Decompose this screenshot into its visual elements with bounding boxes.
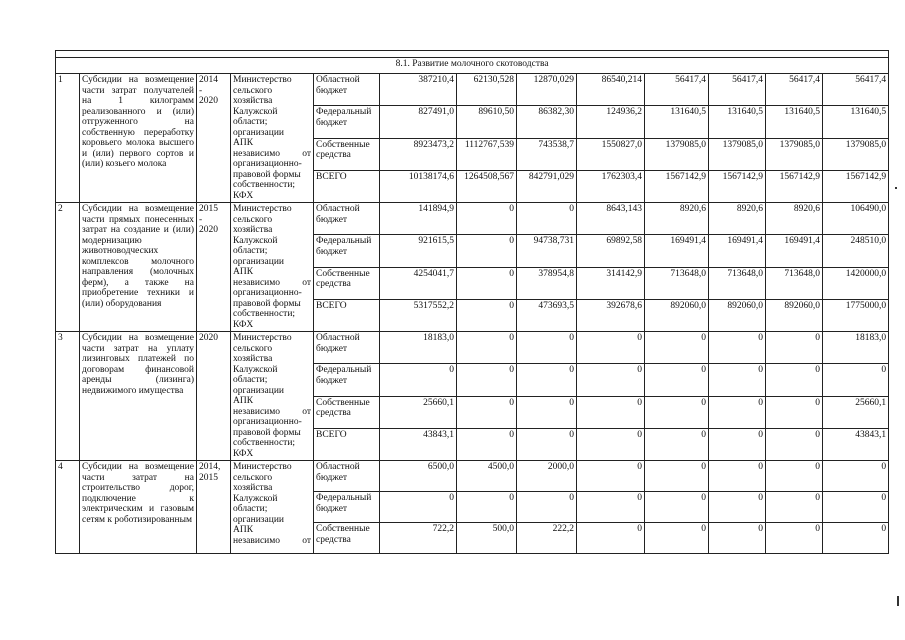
amount-cell: 1567142,9 bbox=[709, 170, 766, 202]
executor-line: хозяйства bbox=[233, 96, 273, 106]
measure-description: Субсидии на возмещение части затрат на уплату лизинговых платежей по договорам финансовой аренды (лизинга) недвижимого имущества bbox=[80, 332, 197, 461]
amount-cell: 0 bbox=[645, 428, 709, 460]
executor-cell bbox=[231, 332, 314, 461]
amount-cell: 89610,50 bbox=[457, 106, 517, 138]
amount-cell: 0 bbox=[577, 523, 645, 554]
amount-cell: 56417,4 bbox=[645, 74, 709, 106]
measure-description: Субсидии на возмещение части прямых понесенных затрат на создание и (или) модернизацию животноводческих комплексов молочного направления (молочных ферм), а также на приобретение техники и (или) оборудования bbox=[80, 203, 197, 332]
amount-cell: 25660,1 bbox=[380, 396, 457, 428]
year-line: 2015 bbox=[199, 472, 218, 483]
year-line: 2020 bbox=[199, 225, 218, 235]
year-line: 2014 bbox=[199, 75, 218, 85]
funding-source-label: Собственные средства bbox=[314, 396, 380, 428]
executor-line: КФХ bbox=[233, 319, 254, 330]
amount-cell: 0 bbox=[645, 461, 709, 492]
amount-cell: 0 bbox=[517, 203, 577, 235]
executor-line: сельского bbox=[233, 343, 273, 354]
executor-line: организации bbox=[233, 514, 285, 525]
amount-cell: 0 bbox=[823, 492, 889, 523]
years-cell bbox=[197, 203, 231, 332]
executor-line: организационно- bbox=[233, 417, 302, 427]
amount-cell: 0 bbox=[577, 364, 645, 396]
amount-cell: 0 bbox=[517, 332, 577, 364]
executor-line: хозяйства bbox=[233, 225, 273, 235]
amount-cell: 56417,4 bbox=[823, 74, 889, 106]
amount-cell: 0 bbox=[766, 332, 823, 364]
executor-line: независимо от bbox=[233, 406, 311, 417]
executor-line: организации bbox=[233, 256, 285, 267]
amount-cell: 0 bbox=[457, 396, 517, 428]
amount-cell: 1379085,0 bbox=[709, 138, 766, 170]
amount-cell: 0 bbox=[457, 267, 517, 299]
amount-cell: 0 bbox=[577, 428, 645, 460]
amount-cell: 43843,1 bbox=[823, 428, 889, 460]
amount-cell: 0 bbox=[766, 364, 823, 396]
amount-cell: 0 bbox=[709, 461, 766, 492]
executor-line: независимо от bbox=[233, 535, 311, 546]
amount-cell: 500,0 bbox=[457, 523, 517, 554]
amount-cell: 8920,6 bbox=[766, 203, 823, 235]
amount-cell: 0 bbox=[766, 428, 823, 460]
amount-cell: 0 bbox=[766, 492, 823, 523]
amount-cell: 8643,143 bbox=[577, 203, 645, 235]
executor-line: Министерство bbox=[233, 333, 292, 343]
amount-cell: 1264508,567 bbox=[457, 170, 517, 202]
funding-source-label: Федеральный бюджет bbox=[314, 364, 380, 396]
amount-cell: 827491,0 bbox=[380, 106, 457, 138]
years-cell bbox=[197, 461, 231, 554]
amount-cell: 387210,4 bbox=[380, 74, 457, 106]
amount-cell: 378954,8 bbox=[517, 267, 577, 299]
executor-cell bbox=[231, 461, 314, 554]
measure-description: Субсидии на возмещение части затрат на строительство дорог, подключение к электрическим и газовым сетям к роботизированным bbox=[80, 461, 197, 554]
executor-line: хозяйства bbox=[233, 483, 273, 493]
amount-cell: 131640,5 bbox=[709, 106, 766, 138]
amount-cell: 8920,6 bbox=[709, 203, 766, 235]
funding-source-label: Федеральный бюджет bbox=[314, 235, 380, 267]
executor-line: области; bbox=[233, 504, 268, 514]
amount-cell: 921615,5 bbox=[380, 235, 457, 267]
amount-cell: 0 bbox=[577, 396, 645, 428]
amount-cell: 713648,0 bbox=[709, 267, 766, 299]
amount-cell: 0 bbox=[457, 235, 517, 267]
amount-cell: 106490,0 bbox=[823, 203, 889, 235]
funding-row bbox=[56, 74, 889, 106]
funding-source-label: Областной бюджет bbox=[314, 203, 380, 235]
funding-source-label: Областной бюджет bbox=[314, 332, 380, 364]
funding-source-label: ВСЕГО bbox=[314, 170, 380, 202]
amount-cell: 0 bbox=[823, 364, 889, 396]
executor-line: КФХ bbox=[233, 448, 254, 459]
amount-cell: 0 bbox=[766, 396, 823, 428]
amount-cell: 1567142,9 bbox=[823, 170, 889, 202]
executor-line: КФХ bbox=[233, 190, 254, 201]
executor-line: правовой формы bbox=[233, 427, 301, 438]
executor-line: области; bbox=[233, 375, 268, 385]
amount-cell: 0 bbox=[645, 332, 709, 364]
amount-cell: 0 bbox=[577, 332, 645, 364]
amount-cell: 842791,029 bbox=[517, 170, 577, 202]
funding-source-label: Федеральный бюджет bbox=[314, 106, 380, 138]
amount-cell: 25660,1 bbox=[823, 396, 889, 428]
executor-line: хозяйства bbox=[233, 354, 273, 364]
year-line: 2020 bbox=[199, 96, 218, 106]
amount-cell: 1379085,0 bbox=[645, 138, 709, 170]
amount-cell: 0 bbox=[457, 299, 517, 331]
row-index: 1 bbox=[56, 74, 80, 203]
amount-cell: 56417,4 bbox=[709, 74, 766, 106]
row-index: 2 bbox=[56, 203, 80, 332]
amount-cell: 6500,0 bbox=[380, 461, 457, 492]
amount-cell: 722,2 bbox=[380, 523, 457, 554]
funding-source-label: Федеральный бюджет bbox=[314, 492, 380, 523]
amount-cell: 0 bbox=[457, 428, 517, 460]
amount-cell: 713648,0 bbox=[766, 267, 823, 299]
amount-cell: 743538,7 bbox=[517, 138, 577, 170]
amount-cell: 892060,0 bbox=[709, 299, 766, 331]
executor-line: независимо от bbox=[233, 148, 311, 159]
amount-cell: 0 bbox=[709, 332, 766, 364]
funding-source-label: ВСЕГО bbox=[314, 299, 380, 331]
amount-cell: 1775000,0 bbox=[823, 299, 889, 331]
amount-cell: 892060,0 bbox=[766, 299, 823, 331]
amount-cell: 5317552,2 bbox=[380, 299, 457, 331]
amount-cell: 131640,5 bbox=[645, 106, 709, 138]
amount-cell: 314142,9 bbox=[577, 267, 645, 299]
executor-line: сельского bbox=[233, 214, 273, 225]
executor-line: области; bbox=[233, 117, 268, 127]
funding-source-label: Областной бюджет bbox=[314, 461, 380, 492]
amount-cell: 69892,58 bbox=[577, 235, 645, 267]
amount-cell: 0 bbox=[380, 492, 457, 523]
amount-cell: 4500,0 bbox=[457, 461, 517, 492]
executor-line: Министерство bbox=[233, 75, 292, 85]
amount-cell: 0 bbox=[517, 492, 577, 523]
amount-cell: 1550827,0 bbox=[577, 138, 645, 170]
amount-cell: 0 bbox=[709, 396, 766, 428]
amount-cell: 892060,0 bbox=[645, 299, 709, 331]
years-cell bbox=[197, 332, 231, 461]
executor-line: организации bbox=[233, 385, 285, 396]
executor-line: области; bbox=[233, 246, 268, 256]
amount-cell: 86382,30 bbox=[517, 106, 577, 138]
executor-line: собственности; bbox=[233, 309, 296, 319]
amount-cell: 62130,528 bbox=[457, 74, 517, 106]
amount-cell: 473693,5 bbox=[517, 299, 577, 331]
amount-cell: 169491,4 bbox=[709, 235, 766, 267]
funding-source-label: Собственные средства bbox=[314, 267, 380, 299]
year-line: 2015 bbox=[199, 204, 218, 214]
funding-row bbox=[56, 203, 889, 235]
executor-line: организационно- bbox=[233, 159, 302, 169]
amount-cell: 0 bbox=[709, 364, 766, 396]
amount-cell: 0 bbox=[577, 461, 645, 492]
funding-source-label: Собственные средства bbox=[314, 523, 380, 554]
amount-cell: 141894,9 bbox=[380, 203, 457, 235]
amount-cell: 0 bbox=[517, 396, 577, 428]
amount-cell: 0 bbox=[645, 396, 709, 428]
scan-mark bbox=[897, 596, 899, 606]
amount-cell: 0 bbox=[766, 461, 823, 492]
amount-cell: 0 bbox=[517, 428, 577, 460]
executor-line: сельского bbox=[233, 472, 273, 483]
amount-cell: 1379085,0 bbox=[823, 138, 889, 170]
executor-line: АПК bbox=[233, 396, 254, 406]
executor-line: АПК bbox=[233, 138, 254, 148]
amount-cell: 8920,6 bbox=[645, 203, 709, 235]
blank-cell bbox=[56, 51, 889, 58]
executor-line: Калужской bbox=[233, 364, 278, 375]
amount-cell: 1420000,0 bbox=[823, 267, 889, 299]
year-line: - bbox=[199, 214, 203, 225]
amount-cell: 0 bbox=[517, 364, 577, 396]
amount-cell: 1112767,539 bbox=[457, 138, 517, 170]
executor-cell bbox=[231, 203, 314, 332]
years-cell bbox=[197, 74, 231, 203]
amount-cell: 8923473,2 bbox=[380, 138, 457, 170]
executor-line: АПК bbox=[233, 267, 254, 277]
amount-cell: 0 bbox=[709, 428, 766, 460]
year-line: 2020 bbox=[199, 333, 218, 343]
row-index: 4 bbox=[56, 461, 80, 554]
executor-line: собственности; bbox=[233, 438, 296, 448]
amount-cell: 0 bbox=[709, 523, 766, 554]
amount-cell: 392678,6 bbox=[577, 299, 645, 331]
amount-cell: 169491,4 bbox=[766, 235, 823, 267]
funding-source-label: ВСЕГО bbox=[314, 428, 380, 460]
amount-cell: 0 bbox=[457, 203, 517, 235]
amount-cell: 10138174,6 bbox=[380, 170, 457, 202]
funding-row bbox=[56, 461, 889, 492]
amount-cell: 0 bbox=[645, 523, 709, 554]
executor-line: сельского bbox=[233, 85, 273, 96]
amount-cell: 4254041,7 bbox=[380, 267, 457, 299]
amount-cell: 1567142,9 bbox=[645, 170, 709, 202]
executor-line: правовой формы bbox=[233, 298, 301, 309]
amount-cell: 2000,0 bbox=[517, 461, 577, 492]
section-row bbox=[56, 58, 889, 74]
executor-line: независимо от bbox=[233, 277, 311, 288]
executor-line: правовой формы bbox=[233, 169, 301, 180]
executor-line: АПК bbox=[233, 525, 254, 535]
section-title: 8.1. Развитие молочного скотоводства bbox=[56, 58, 889, 74]
amount-cell: 0 bbox=[380, 364, 457, 396]
executor-cell bbox=[231, 74, 314, 203]
amount-cell: 0 bbox=[577, 492, 645, 523]
amount-cell: 56417,4 bbox=[766, 74, 823, 106]
measure-description: Субсидии на возмещение части затрат получателей на 1 килограмм реализованного и (или) отгруженного на собственную переработку коровьего молока высшего и (или) первого сортов и (или) козьего молока bbox=[80, 74, 197, 203]
amount-cell: 0 bbox=[457, 492, 517, 523]
amount-cell: 12870,029 bbox=[517, 74, 577, 106]
executor-line: организации bbox=[233, 127, 285, 138]
amount-cell: 1762303,4 bbox=[577, 170, 645, 202]
scan-mark bbox=[895, 187, 897, 189]
executor-line: Калужской bbox=[233, 106, 278, 117]
amount-cell: 0 bbox=[457, 364, 517, 396]
amount-cell: 94738,731 bbox=[517, 235, 577, 267]
executor-line: Министерство bbox=[233, 462, 292, 472]
funding-source-label: Областной бюджет bbox=[314, 74, 380, 106]
amount-cell: 0 bbox=[457, 332, 517, 364]
amount-cell: 86540,214 bbox=[577, 74, 645, 106]
amount-cell: 131640,5 bbox=[823, 106, 889, 138]
amount-cell: 0 bbox=[645, 492, 709, 523]
executor-line: организационно- bbox=[233, 288, 302, 298]
funding-row bbox=[56, 332, 889, 364]
amount-cell: 0 bbox=[823, 523, 889, 554]
executor-line: Министерство bbox=[233, 204, 292, 214]
amount-cell: 1567142,9 bbox=[766, 170, 823, 202]
header-blank-row bbox=[56, 51, 889, 58]
amount-cell: 131640,5 bbox=[766, 106, 823, 138]
amount-cell: 713648,0 bbox=[645, 267, 709, 299]
amount-cell: 1379085,0 bbox=[766, 138, 823, 170]
amount-cell: 18183,0 bbox=[380, 332, 457, 364]
amount-cell: 0 bbox=[766, 523, 823, 554]
executor-line: Калужской bbox=[233, 493, 278, 504]
amount-cell: 124936,2 bbox=[577, 106, 645, 138]
amount-cell: 222,2 bbox=[517, 523, 577, 554]
amount-cell: 0 bbox=[823, 461, 889, 492]
executor-line: собственности; bbox=[233, 180, 296, 190]
year-line: 2014, bbox=[199, 462, 221, 472]
amount-cell: 18183,0 bbox=[823, 332, 889, 364]
amount-cell: 43843,1 bbox=[380, 428, 457, 460]
program-table bbox=[55, 50, 889, 554]
funding-source-label: Собственные средства bbox=[314, 138, 380, 170]
amount-cell: 169491,4 bbox=[645, 235, 709, 267]
amount-cell: 0 bbox=[645, 364, 709, 396]
year-line: - bbox=[199, 85, 203, 96]
row-index: 3 bbox=[56, 332, 80, 461]
amount-cell: 0 bbox=[709, 492, 766, 523]
executor-line: Калужской bbox=[233, 235, 278, 246]
amount-cell: 248510,0 bbox=[823, 235, 889, 267]
